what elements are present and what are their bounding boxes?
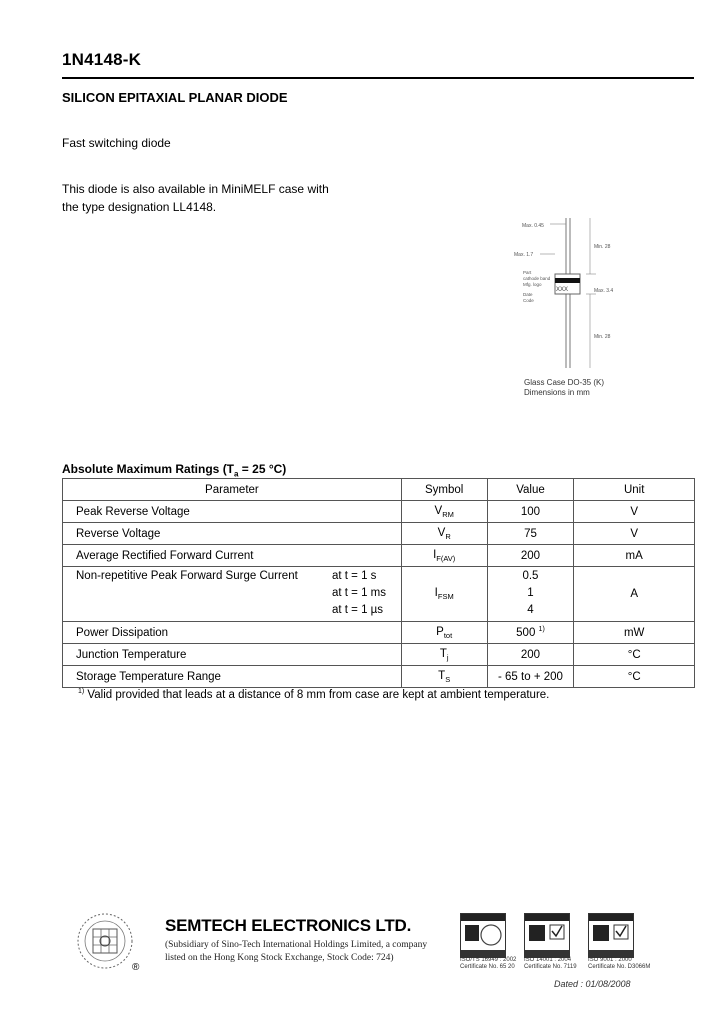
symbol-cell: $P_{tot}$ — [401, 622, 487, 644]
feature-text: Fast switching diode — [62, 136, 171, 150]
symbol-cell: $V_{RM}$ — [401, 501, 487, 523]
table-header-row — [63, 479, 695, 501]
value-cell: 500 $^{1)}$ — [487, 622, 574, 644]
dim-label: Max. 3.4 — [594, 288, 614, 294]
header-symbol: Symbol — [401, 479, 487, 501]
symbol-cell: $I_{FSM}$ — [401, 567, 487, 622]
param-cell: Peak Reverse Voltage — [63, 501, 402, 523]
diagram-label: Date — [523, 292, 533, 297]
table-row — [63, 622, 695, 644]
do35-drawing — [510, 210, 630, 380]
unit-cell: V — [574, 501, 695, 523]
param-cell: Average Rectified Forward Current — [63, 545, 402, 567]
availability-line-1: This diode is also available in MiniMELF case with — [62, 182, 329, 196]
surge-value: 4 — [527, 604, 534, 616]
case-dimension-text: Dimensions in mm — [524, 388, 590, 397]
header-parameter: Parameter — [63, 479, 402, 501]
value-cell: - 65 to + 200 — [487, 666, 574, 688]
value-cell: 75 — [487, 523, 574, 545]
table-row — [63, 501, 695, 523]
table-row — [63, 523, 695, 545]
cert-code: ISO/TS 16949 : 2002 Certificate No. 65 20 — [460, 957, 517, 970]
case-note — [524, 378, 604, 398]
surge-condition: at t = 1 µs — [332, 604, 384, 616]
diagram-label: cathode band — [523, 276, 551, 281]
header-rule — [62, 77, 694, 79]
diagram-label: Code — [523, 298, 534, 303]
diagram-label: XXX — [556, 287, 569, 293]
company-subsidiary-note — [165, 939, 427, 965]
part-number: 1N4148-K — [62, 50, 142, 69]
symbol-cell: $V_R$ — [401, 523, 487, 545]
availability-line-2: the type designation LL4148. — [62, 200, 217, 214]
param-cell: Storage Temperature Range — [63, 666, 402, 688]
dim-label: Min. 28 — [594, 334, 611, 340]
param-cell: Power Dissipation — [63, 622, 402, 644]
table-row — [63, 567, 695, 622]
dim-label: Max. 0.45 — [522, 223, 544, 229]
diagram-label: Mfg. logo — [523, 282, 542, 287]
moody-ukas-cert-icon — [588, 913, 634, 958]
param-cell: Reverse Voltage — [63, 523, 402, 545]
dated-text: Dated : 01/08/2008 — [554, 979, 631, 989]
table-row — [63, 545, 695, 567]
surge-value: 0.5 — [522, 570, 539, 582]
device-subtitle: SILICON EPITAXIAL PLANAR DIODE — [62, 90, 288, 105]
footnote-marker: 1) — [78, 688, 85, 695]
surge-value: 1 — [527, 587, 534, 599]
header-unit: Unit — [574, 479, 695, 501]
registered-mark: ® — [132, 962, 140, 973]
surge-condition: at t = 1 s — [332, 570, 377, 582]
subsidiary-line-1: (Subsidiary of Sino-Tech International Holdings Limited, a company — [165, 940, 428, 950]
value-cell — [487, 567, 574, 622]
value-cell: 200 — [487, 545, 574, 567]
cert-code: ISO 9001 : 2000 Certificate No. D3066M — [588, 957, 651, 970]
symbol-cell: $T_S$ — [401, 666, 487, 688]
symbol-cell: $I_{F(AV)}$ — [401, 545, 487, 567]
subsidiary-line-2: listed on the Hong Kong Stock Exchange, Stock Code: 724) — [165, 953, 394, 963]
unit-cell: °C — [574, 644, 695, 666]
surge-condition: at t = 1 ms — [332, 587, 387, 599]
semtech-logo-icon — [76, 912, 134, 970]
moody-zert-cert-icon — [460, 913, 506, 958]
case-type-text: Glass Case DO-35 (K) — [524, 378, 605, 387]
footnote-text: Valid provided that leads at a distance of 8 mm from case are kept at ambient temperature. — [84, 689, 550, 701]
package-outline-diagram — [510, 210, 630, 400]
diagram-label: Part — [523, 270, 532, 275]
table-row — [63, 644, 695, 666]
surge-param-label: Non-repetitive Peak Forward Surge Current — [76, 570, 298, 582]
value-cell: 100 — [487, 501, 574, 523]
footnote-marker: 1) — [538, 626, 545, 633]
cathode-band — [555, 278, 580, 283]
availability-text — [62, 180, 329, 216]
value-cell: 200 — [487, 644, 574, 666]
table-footnote — [78, 688, 549, 701]
param-cell — [63, 567, 402, 622]
unit-cell: A — [574, 567, 695, 622]
symbol-cell: $T_j$ — [401, 644, 487, 666]
unit-cell: mW — [574, 622, 695, 644]
unit-cell: mA — [574, 545, 695, 567]
dim-label: Max. 1.7 — [514, 252, 534, 258]
cert-code: ISO 14001 : 2004 Certificate No. 7119 — [524, 957, 577, 970]
ratings-table — [62, 478, 695, 688]
unit-cell: V — [574, 523, 695, 545]
company-name: SEMTECH ELECTRONICS LTD. — [165, 916, 412, 935]
unit-cell: °C — [574, 666, 695, 688]
header-value: Value — [487, 479, 574, 501]
table-row — [63, 666, 695, 688]
dim-label: Min. 28 — [594, 244, 611, 250]
param-cell: Junction Temperature — [63, 644, 402, 666]
moody-ukas-cert-icon — [524, 913, 570, 958]
ratings-table-title: Absolute Maximum Ratings ($T_a = 25$ °C) — [62, 462, 287, 479]
